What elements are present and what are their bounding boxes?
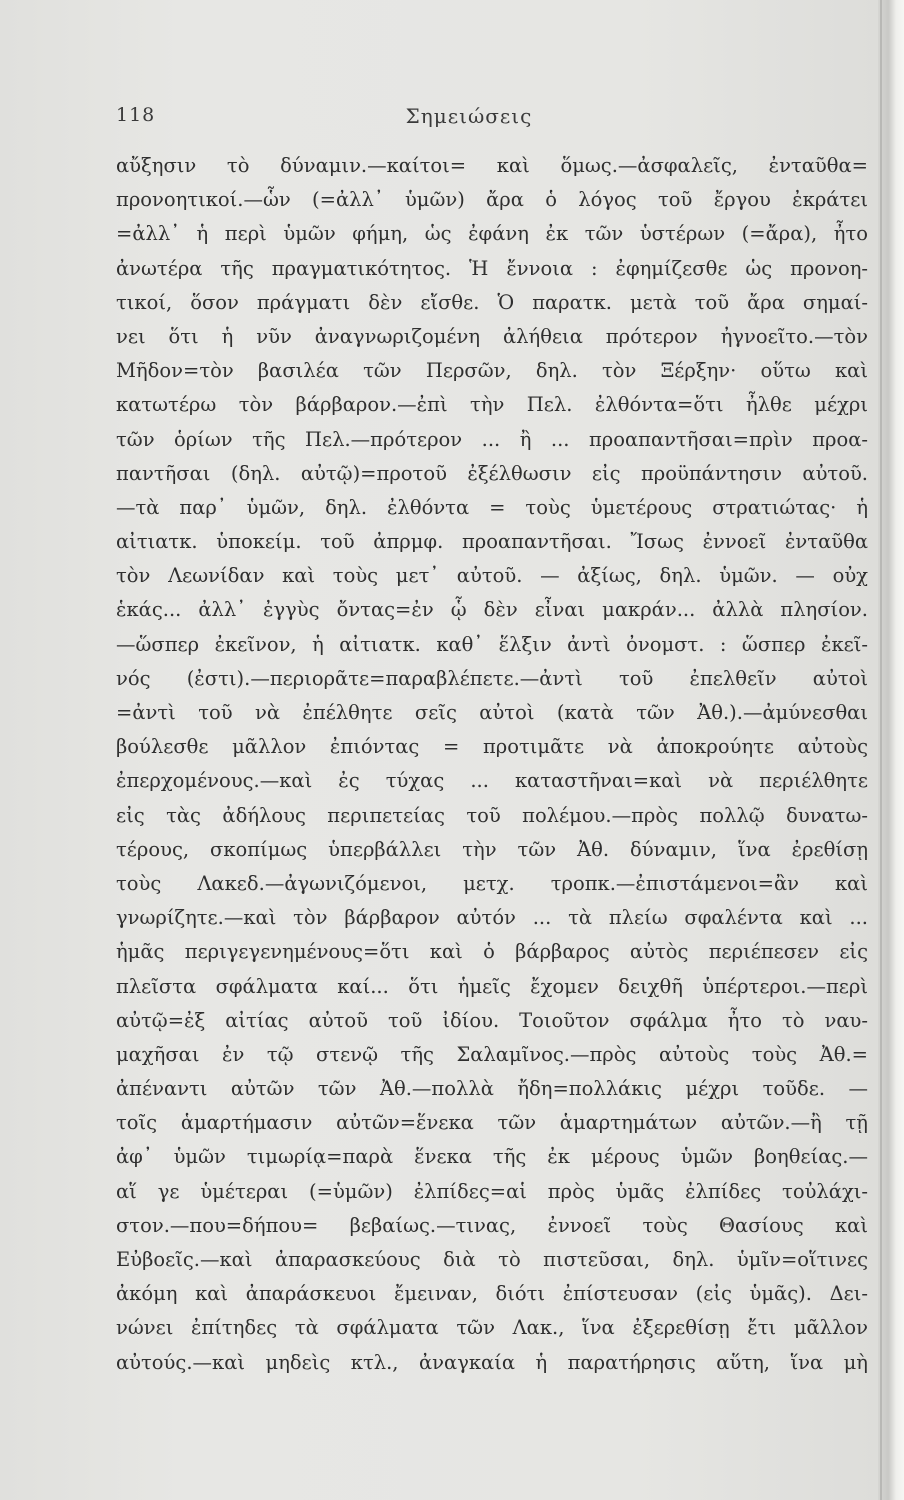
text-line: νώνει ἐπίτηδες τὰ σφάλματα τῶν Λακ., ἵνα ἐξερεθίσῃ ἔτι μᾶλλον (116, 1316, 868, 1340)
text-line: νει ὅτι ἡ νῦν ἀναγνωριζομένη ἀλήθεια πρότερον ἠγνοεῖτο.—τὸν (116, 324, 868, 348)
text-line: μαχῆσαι ἐν τῷ στενῷ τῆς Σαλαμῖνος.—πρὸς αὐτοὺς τοὺς Ἀθ.= (116, 1042, 868, 1066)
text-line: ἀφ᾽ ὑμῶν τιμωρίᾳ=παρὰ ἕνεκα τῆς ἐκ μέρους ὑμῶν βοηθείας.— (116, 1145, 868, 1169)
text-line: ἡμᾶς περιγεγενημένους=ὅτι καὶ ὁ βάρβαρος αὐτὸς περιέπεσεν εἰς (116, 940, 868, 964)
text-line: —ὥσπερ ἐκεῖνον, ἡ αἰτιατκ. καθ᾽ ἕλξιν ἀντὶ ὀνομστ. : ὥσπερ ἐκεῖ- (116, 632, 868, 656)
text-line: παντῆσαι (δηλ. αὐτῷ)=προτοῦ ἐξέλθωσιν εἰς προϋπάντησιν αὐτοῦ. (116, 461, 868, 485)
text-line: στον.—που=δήπου= βεβαίως.—τινας, ἐννοεῖ τοὺς Θασίους καὶ (116, 1213, 868, 1237)
text-line: τῶν ὁρίων τῆς Πελ.—πρότερον ... ἢ ... προαπαντῆσαι=πρὶν προα- (116, 427, 868, 451)
notes-text (116, 149, 868, 1380)
page-number: 118 (116, 104, 156, 126)
text-line: τέρους, σκοπίμως ὑπερβάλλει τὴν τῶν Ἀθ. δύναμιν, ἵνα ἐρεθίσῃ (116, 837, 868, 861)
text-line: =ἀντὶ τοῦ νὰ ἐπέλθητε σεῖς αὐτοὶ (κατὰ τῶν Ἀθ.).—ἀμύνεσθαι (116, 701, 868, 724)
text-line: αὔξησιν τὸ δύναμιν.—καίτοι= καὶ ὅμως.—ἀσφαλεῖς, ἐνταῦθα= (116, 154, 868, 177)
text-line: τοὺς Λακεδ.—ἀγωνιζόμενοι, μετχ. τροπκ.—ἐπιστάμενοι=ἂν καὶ (116, 871, 868, 895)
text-line: αἰτιατκ. ὑποκείμ. τοῦ ἀπρμφ. προαπαντῆσαι. Ἴσως ἐννοεῖ ἐνταῦθα (116, 530, 868, 554)
text-line: προνοητικοί.—ὧν (=ἀλλ᾽ ὑμῶν) ἄρα ὁ λόγος τοῦ ἔργου ἐκράτει (116, 188, 868, 212)
text-line: Μῆδον=τὸν βασιλέα τῶν Περσῶν, δηλ. τὸν Ξέρξην· οὕτω καὶ (116, 359, 868, 383)
running-head (116, 104, 822, 134)
text-line: εἰς τὰς ἀδήλους περιπετείας τοῦ πολέμου.—πρὸς πολλῷ δυνατω- (116, 803, 868, 827)
text-line: αἵ γε ὑμέτεραι (=ὑμῶν) ἐλπίδες=αἱ πρὸς ὑμᾶς ἐλπίδες τοὐλάχι- (116, 1179, 868, 1203)
text-line: τὸν Λεωνίδαν καὶ τοὺς μετ᾽ αὐτοῦ. — ἀξίως, δηλ. ὑμῶν. — οὐχ (116, 564, 868, 588)
text-line: αὐτῷ=ἐξ αἰτίας αὐτοῦ τοῦ ἰδίου. Τοιοῦτον σφάλμα ἦτο τὸ ναυ- (116, 1008, 868, 1032)
text-line: πλεῖστα σφάλματα καί... ὅτι ἡμεῖς ἔχομεν δειχθῆ ὑπέρτεροι.—περὶ (116, 974, 868, 998)
text-line: ἐπερχομένους.—καὶ ἐς τύχας ... καταστῆναι=καὶ νὰ περιέλθητε (116, 769, 868, 793)
text-line: γνωρίζητε.—καὶ τὸν βάρβαρον αὐτόν ... τὰ πλείω σφαλέντα καὶ ... (116, 906, 868, 930)
text-line: τικοί, ὅσον πράγματι δὲν εἴσθε. Ὁ παρατκ. μετὰ τοῦ ἄρα σημαί- (116, 290, 868, 314)
header-title: Σημειώσεις (405, 104, 533, 128)
text-line: Εὐβοεῖς.—καὶ ἀπαρασκεύους διὰ τὸ πιστεῦσαι, δηλ. ὑμῖν=οἵτινες (116, 1248, 868, 1271)
text-line: ἀπέναντι αὐτῶν τῶν Ἀθ.—πολλὰ ἤδη=πολλάκις μέχρι τοῦδε. — (116, 1077, 868, 1101)
text-line: =ἀλλ᾽ ἡ περὶ ὑμῶν φήμη, ὡς ἐφάνη ἐκ τῶν ὑστέρων (=ἄρα), ἦτο (116, 222, 868, 246)
text-line: αὐτούς.—καὶ μηδεὶς κτλ., ἀναγκαία ἡ παρατήρησις αὕτη, ἵνα μὴ (116, 1350, 868, 1374)
page-edge-line (880, 0, 882, 1500)
text-line: —τὰ παρ᾽ ὑμῶν, δηλ. ἐλθόντα = τοὺς ὑμετέρους στρατιώτας· ἡ (116, 495, 868, 519)
text-line: κατωτέρω τὸν βάρβαρον.—ἐπὶ τὴν Πελ. ἐλθόντα=ὅτι ἦλθε μέχρι (116, 393, 868, 417)
text-line: ἀνωτέρα τῆς πραγματικότητος. Ἡ ἔννοια : ἐφημίζεσθε ὡς προνοη- (116, 256, 868, 280)
text-line: ἀκόμη καὶ ἀπαράσκευοι ἔμειναν, διότι ἐπίστευσαν (εἰς ὑμᾶς). Δει- (116, 1282, 868, 1306)
text-line: νός (ἐστι).—περιορᾶτε=παραβλέπετε.—ἀντὶ τοῦ ἐπελθεῖν αὐτοὶ (116, 666, 868, 690)
text-line: τοῖς ἁμαρτήμασιν αὐτῶν=ἕνεκα τῶν ἁμαρτημάτων αὐτῶν.—ἢ τῇ (116, 1111, 868, 1135)
text-line: βούλεσθε μᾶλλον ἐπιόντας = προτιμᾶτε νὰ ἀποκρούητε αὐτοὺς (116, 735, 868, 759)
text-line: ἑκάς... ἀλλ᾽ ἐγγὺς ὄντας=ἐν ᾧ δὲν εἶναι μακράν... ἀλλὰ πλησίον. (116, 598, 868, 622)
